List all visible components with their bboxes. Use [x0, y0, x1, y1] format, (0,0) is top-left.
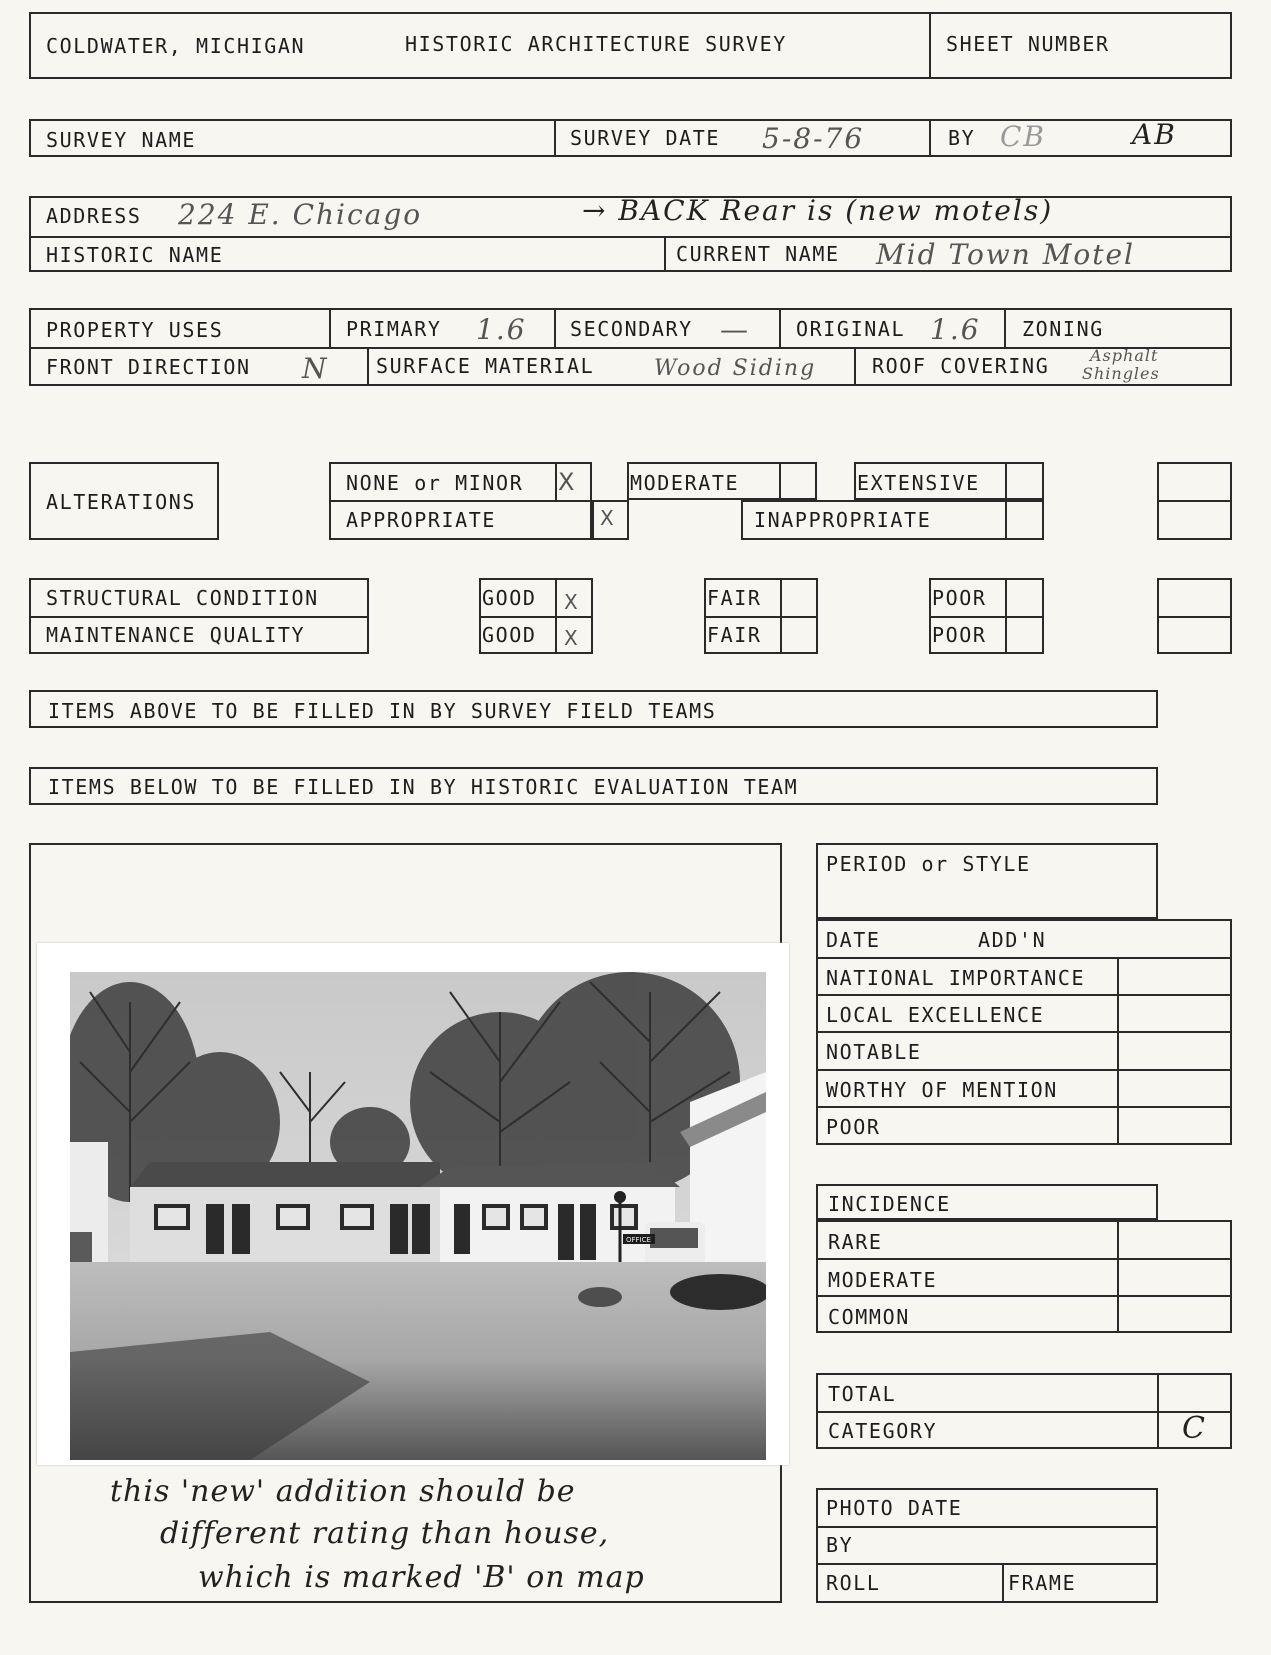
address-label: ADDRESS: [46, 204, 142, 228]
rare-label: RARE: [828, 1230, 883, 1254]
notable-label: NOTABLE: [826, 1040, 922, 1064]
secondary-value: —: [720, 313, 750, 346]
rating-div-4: [816, 1069, 1232, 1071]
structural-good-mark: X: [564, 590, 578, 614]
survey-date-value: 5-8-76: [762, 122, 865, 155]
survey-title: HISTORIC ARCHITECTURE SURVEY: [405, 32, 787, 56]
category-value: C: [1182, 1411, 1207, 1446]
alterations-label: ALTERATIONS: [46, 490, 197, 514]
good-divider: [479, 616, 593, 618]
property-div-3: [779, 308, 781, 347]
fair-label-2: FAIR: [707, 623, 762, 647]
maintenance-label: MAINTENANCE QUALITY: [46, 623, 306, 647]
rating-div-2: [816, 994, 1232, 996]
property-div-5: [367, 347, 369, 386]
current-name-value: Mid Town Motel: [876, 238, 1136, 271]
extensive-label: EXTENSIVE: [857, 471, 980, 495]
total-label: TOTAL: [828, 1382, 897, 1406]
original-value: 1.6: [930, 313, 981, 346]
current-name-divider: [664, 236, 666, 272]
poor-label-1: POOR: [932, 586, 987, 610]
sheet-number-label: SHEET NUMBER: [946, 32, 1110, 56]
instructions-above: ITEMS ABOVE TO BE FILLED IN BY SURVEY FIELD TEAMS: [48, 699, 717, 723]
eval-addn-label: ADD'N: [978, 928, 1047, 952]
good-label-2: GOOD: [482, 623, 537, 647]
header-divider: [929, 12, 931, 79]
property-row-divider: [29, 347, 1232, 349]
none-minor-check-div: [555, 462, 557, 500]
property-div-6: [854, 347, 856, 386]
surface-material-label: SURFACE MATERIAL: [376, 354, 595, 378]
address-value: 224 E. Chicago: [178, 198, 423, 231]
incidence-col-div: [1117, 1220, 1119, 1333]
roof-covering-value-2: Shingles: [1082, 364, 1160, 383]
rating-col-div: [1117, 957, 1119, 1145]
front-direction-label: FRONT DIRECTION: [46, 355, 251, 379]
survey-divider-1: [554, 119, 556, 157]
period-label: PERIOD or STYLE: [826, 852, 1031, 876]
property-div-4: [1004, 308, 1006, 347]
moderate-label: MODERATE: [630, 471, 740, 495]
poor-label-2: POOR: [932, 623, 987, 647]
instructions-below: ITEMS BELOW TO BE FILLED IN BY HISTORIC EVALUATION TEAM: [48, 775, 799, 799]
survey-divider-2: [929, 119, 931, 157]
note-line-1: this 'new' addition should be: [110, 1474, 576, 1509]
none-minor-mark: X: [558, 468, 575, 496]
survey-by-value-1: CB: [1000, 120, 1046, 153]
fair-label-1: FAIR: [707, 586, 762, 610]
common-label: COMMON: [828, 1305, 910, 1329]
total-divider: [816, 1411, 1232, 1413]
fair-check-div: [780, 578, 782, 654]
good-check-div: [555, 578, 557, 654]
eval-poor-label: POOR: [826, 1115, 881, 1139]
poor-check-div: [1005, 578, 1007, 654]
original-label: ORIGINAL: [796, 317, 906, 341]
rating-div-3: [816, 1031, 1232, 1033]
survey-name-label: SURVEY NAME: [46, 128, 197, 152]
historic-name-label: HISTORIC NAME: [46, 243, 224, 267]
frame-div: [1002, 1563, 1004, 1603]
appropriate-label: APPROPRIATE: [346, 508, 497, 532]
property-div-1: [329, 308, 331, 347]
city-title: COLDWATER, MICHIGAN: [46, 34, 306, 58]
national-label: NATIONAL IMPORTANCE: [826, 966, 1086, 990]
fair-divider: [704, 616, 818, 618]
survey-by-label: BY: [948, 126, 976, 150]
condition-score-divider: [1157, 616, 1232, 618]
survey-by-value-2: AB: [1132, 118, 1177, 151]
survey-date-label: SURVEY DATE: [570, 126, 721, 150]
photo-date-label: PHOTO DATE: [826, 1496, 963, 1520]
motel-photo-illustration: [70, 972, 766, 1460]
local-label: LOCAL EXCELLENCE: [826, 1003, 1045, 1027]
incidence-div-1: [816, 1258, 1232, 1260]
none-minor-label: NONE or MINOR: [346, 471, 524, 495]
total-col-div: [1157, 1373, 1159, 1449]
office-sign: OFFICE: [626, 1236, 651, 1244]
moderate-check-div: [779, 462, 781, 500]
none-minor-divider: [329, 500, 629, 502]
front-direction-value: N: [302, 352, 329, 385]
surface-material-value: Wood Siding: [654, 356, 817, 381]
secondary-label: SECONDARY: [570, 317, 693, 341]
photo-info-div-2: [816, 1563, 1158, 1565]
good-label-1: GOOD: [482, 586, 537, 610]
inappropriate-label: INAPPROPRIATE: [754, 508, 932, 532]
incidence-div-2: [816, 1295, 1232, 1297]
roof-covering-label: ROOF COVERING: [872, 354, 1050, 378]
motel-photograph: [70, 972, 766, 1460]
address-note: → BACK Rear is (new motels): [582, 194, 1054, 227]
eval-date-label: DATE: [826, 928, 881, 952]
frame-label: FRAME: [1008, 1571, 1077, 1595]
category-label: CATEGORY: [828, 1419, 938, 1443]
property-div-2: [554, 308, 556, 347]
rating-div-5: [816, 1106, 1232, 1108]
roll-label: ROLL: [826, 1571, 881, 1595]
maintenance-good-mark: X: [564, 626, 578, 650]
condition-label-divider: [29, 616, 369, 618]
appropriate-mark: X: [600, 506, 614, 530]
primary-label: PRIMARY: [346, 317, 442, 341]
structural-label: STRUCTURAL CONDITION: [46, 586, 319, 610]
worthy-label: WORTHY OF MENTION: [826, 1078, 1058, 1102]
inc-moderate-label: MODERATE: [828, 1268, 938, 1292]
alterations-score-divider: [1157, 500, 1232, 502]
photo-info-div-1: [816, 1526, 1158, 1528]
primary-value: 1.6: [476, 313, 527, 346]
rating-div-1: [816, 957, 1232, 959]
incidence-label: INCIDENCE: [828, 1192, 951, 1216]
roof-covering-value-1: Asphalt: [1090, 346, 1159, 365]
note-line-2: different rating than house,: [160, 1516, 610, 1551]
property-uses-label: PROPERTY USES: [46, 318, 224, 342]
current-name-label: CURRENT NAME: [676, 242, 840, 266]
note-line-3: which is marked 'B' on map: [198, 1560, 645, 1595]
zoning-label: ZONING: [1022, 317, 1104, 341]
poor-divider: [929, 616, 1044, 618]
photo-by-label: BY: [826, 1533, 854, 1557]
